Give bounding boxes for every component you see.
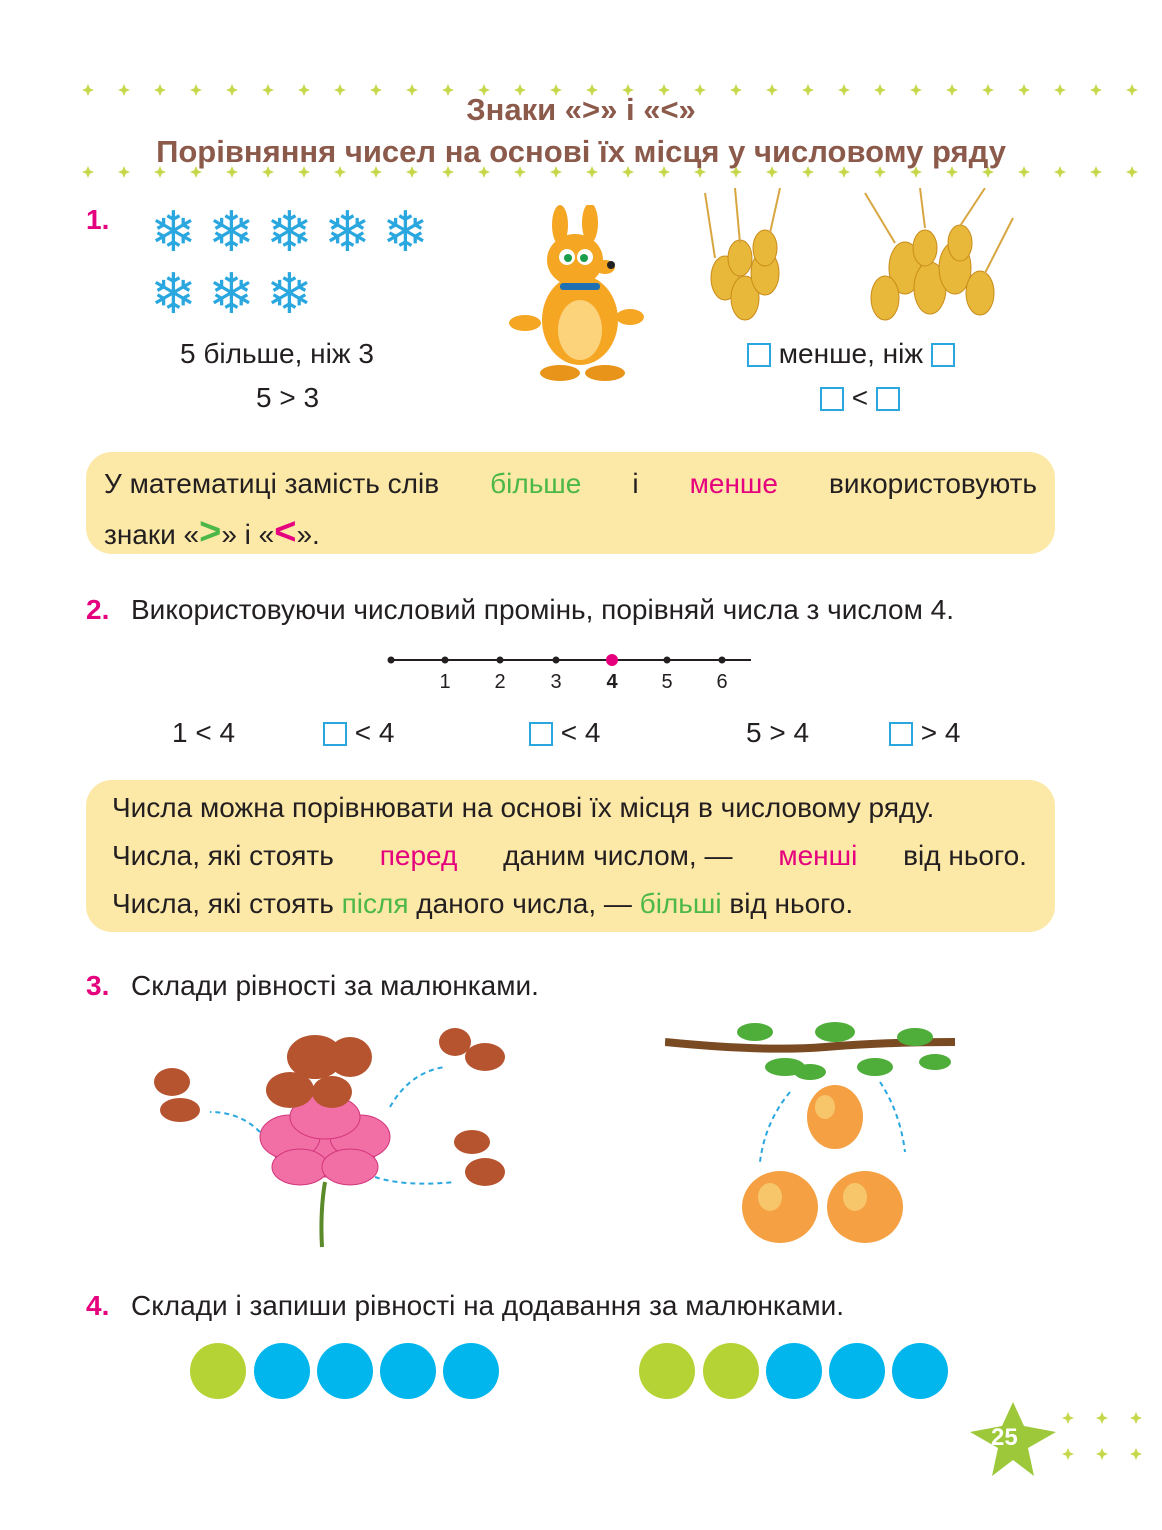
tick-label: 5	[661, 671, 673, 693]
snowflake-icon: ❄	[266, 200, 313, 263]
expression-1: 1 < 4	[172, 717, 236, 748]
task-2-text: Використовуючи числовий промінь, порівняй числа з числом 4.	[131, 594, 954, 625]
snowflake-icon: ❄	[208, 262, 255, 325]
comparison-text-left: 5 більше, ніж 3	[180, 338, 374, 369]
circle-blue	[829, 1343, 885, 1399]
snowflake-icon: ❄	[324, 200, 371, 263]
rule2-line-3: Числа, які стоять після даного числа, — більші від нього.	[112, 888, 854, 919]
tick-label-highlight: 4	[606, 671, 618, 693]
tick-label: 2	[494, 671, 506, 693]
pears-branch-illustration	[665, 1012, 965, 1247]
number-line	[385, 648, 755, 672]
task-1-number: 1.	[86, 204, 110, 235]
decorative-stars-corner	[1060, 1410, 1160, 1470]
answer-box[interactable]	[889, 722, 913, 746]
task-4-text: Склади і запиши рівності на додавання за малюнками.	[131, 1290, 845, 1321]
comparison-text-right	[747, 338, 955, 370]
answer-box[interactable]	[529, 722, 553, 746]
answer-box[interactable]	[931, 343, 955, 367]
expression-2: < 4	[323, 717, 394, 749]
word-before: перед	[379, 840, 458, 871]
comparison-expression-left: 5 > 3	[256, 382, 320, 413]
circle-blue	[766, 1343, 822, 1399]
circle-blue	[254, 1343, 310, 1399]
page-subtitle: Порівняння чисел на основі їх місця у числовому ряду	[156, 134, 1006, 169]
tick-label: 1	[439, 671, 451, 693]
answer-box[interactable]	[876, 387, 900, 411]
rule-line-2: знаки «>» і «<».	[104, 511, 320, 553]
snowflake-icon: ❄	[150, 200, 197, 263]
kangaroo-illustration	[505, 205, 645, 385]
expression-4: 5 > 4	[746, 717, 810, 748]
word-after: після	[341, 888, 409, 919]
snowflake-icon: ❄	[150, 262, 197, 325]
circle-blue	[380, 1343, 436, 1399]
less-than-sign: <	[851, 382, 869, 413]
task-3-number: 3.	[86, 970, 110, 1001]
rule-box-number-order	[86, 780, 1055, 932]
task-4-number: 4.	[86, 1290, 110, 1321]
word-more: більше	[490, 468, 582, 499]
circle-green	[190, 1343, 246, 1399]
circle-green	[639, 1343, 695, 1399]
less-sign: <	[274, 511, 297, 553]
answer-box[interactable]	[747, 343, 771, 367]
circle-green	[703, 1343, 759, 1399]
comparison-words: менше, ніж	[778, 338, 924, 369]
answer-box[interactable]	[323, 722, 347, 746]
expression-5: > 4	[889, 717, 960, 749]
word-smaller: менші	[778, 840, 858, 871]
tick-label: 3	[550, 671, 562, 693]
comparison-expression-right	[820, 382, 900, 414]
page-title: Знаки «>» і «<»	[466, 92, 696, 127]
task-3-text: Склади рівності за малюнками.	[131, 970, 539, 1001]
greater-sign: >	[199, 511, 222, 553]
snowflake-icon: ❄	[266, 262, 313, 325]
word-bigger: більші	[639, 888, 722, 919]
snowflake-icon: ❄	[208, 200, 255, 263]
flower-butterflies-illustration	[150, 1012, 530, 1252]
circle-blue	[443, 1343, 499, 1399]
page-number: 25	[991, 1424, 1018, 1451]
expression-3: < 4	[529, 717, 600, 749]
circle-blue	[317, 1343, 373, 1399]
circle-blue	[892, 1343, 948, 1399]
rule-line-1: У математиці замість слів більше і менше використовують	[104, 460, 1037, 508]
snowflake-icon: ❄	[382, 200, 429, 263]
task-2-number: 2.	[86, 594, 110, 625]
rule2-line-1: Числа можна порівнювати на основі їх місця в числовому ряду.	[112, 792, 935, 823]
word-less: менше	[689, 468, 778, 499]
tick-label: 6	[716, 671, 728, 693]
rule-box-signs	[86, 452, 1055, 554]
rule2-line-2: Числа, які стоять перед даним числом, — менші від нього.	[112, 832, 1027, 880]
wheat-illustration	[685, 188, 1015, 348]
answer-box[interactable]	[820, 387, 844, 411]
